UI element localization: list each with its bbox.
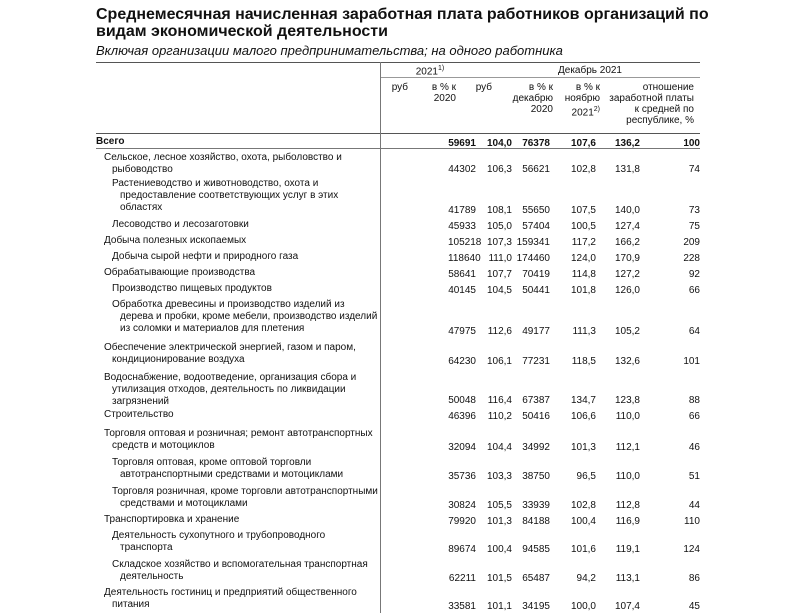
row-value: 102,8 (570, 500, 596, 511)
row-value: 100,5 (570, 221, 596, 232)
row-value: 110,0 (615, 411, 640, 422)
row-value: 124,0 (570, 253, 596, 264)
row-value: 166,2 (614, 237, 640, 248)
row-value: 84188 (522, 516, 550, 527)
row-value: 101,3 (570, 442, 596, 453)
row-value: 34195 (522, 601, 550, 612)
header-bottom-rule (96, 133, 700, 134)
row-value: 114,8 (571, 269, 596, 280)
row-value: 101,1 (486, 601, 512, 612)
row-value: 101,8 (570, 285, 596, 296)
page-title: Среднемесячная начисленная заработная плата работников организаций по видам экономической деятельности (96, 6, 709, 40)
row-label: Добыча полезных ископаемых (104, 235, 247, 246)
row-value: 119,1 (615, 544, 640, 555)
row-value: 40145 (448, 285, 476, 296)
table-row (96, 587, 700, 613)
row-value: 118640 (448, 253, 481, 264)
row-value: 101,5 (486, 573, 512, 584)
row-value: 77231 (522, 356, 550, 367)
row-value: 50048 (448, 395, 476, 406)
row-value: 50416 (522, 411, 550, 422)
row-value: 100 (683, 138, 700, 149)
row-value: 51 (688, 471, 700, 482)
row-value: 112,6 (487, 326, 512, 337)
row-value: 46396 (448, 411, 476, 422)
row-value: 127,2 (614, 269, 640, 280)
row-label: Лесоводство и лесозаготовки (112, 219, 249, 230)
row-label: Строительство (104, 409, 174, 420)
table-row (96, 251, 700, 265)
row-value: 66 (688, 285, 700, 296)
row-value: 134,7 (570, 395, 596, 406)
row-value: 56621 (522, 164, 550, 175)
row-value: 33581 (448, 601, 476, 612)
header-col-pct-dec2020: в % к декабрю 2020 (512, 82, 553, 115)
row-value: 110,0 (615, 471, 640, 482)
row-value: 110 (684, 516, 700, 527)
row-value: 45933 (448, 221, 476, 232)
row-value: 46 (688, 442, 700, 453)
row-value: 112,1 (615, 442, 640, 453)
row-value: 44302 (448, 164, 476, 175)
row-value: 101,6 (570, 544, 596, 555)
table-row (96, 372, 700, 407)
row-value: 41789 (448, 205, 476, 216)
row-value: 104,0 (486, 138, 512, 149)
row-value: 113,1 (615, 573, 640, 584)
row-value: 106,1 (486, 356, 512, 367)
table-row (96, 235, 700, 249)
row-label: Складское хозяйство и вспомогательная транспортная деятельность (112, 559, 368, 582)
table-row (96, 486, 700, 512)
row-value: 111,0 (488, 253, 512, 264)
row-value: 70419 (522, 269, 550, 280)
row-value: 67387 (522, 395, 550, 406)
header-col-rub-2021: руб (391, 82, 408, 93)
row-label: Всего (96, 136, 125, 147)
row-label: Растениеводство и животноводство, охота и предоставление соответствующих услуг в этих областях (112, 178, 339, 213)
row-value: 117,2 (571, 237, 596, 248)
table-row (96, 136, 700, 150)
table-row (96, 342, 700, 368)
table-row (96, 530, 700, 556)
row-value: 79920 (448, 516, 476, 527)
row-value: 55650 (522, 205, 550, 216)
row-label: Сельское, лесное хозяйство, охота, рыболовство и рыбоводство (104, 152, 342, 175)
row-value: 44 (688, 500, 700, 511)
row-value: 118,5 (571, 356, 596, 367)
row-value: 34992 (522, 442, 550, 453)
table-row (96, 428, 700, 454)
table-top-rule (96, 62, 700, 63)
table-row (96, 152, 700, 176)
row-value: 112,8 (615, 500, 640, 511)
row-value: 88 (688, 395, 700, 406)
row-value: 100,4 (570, 516, 596, 527)
row-value: 47975 (448, 326, 476, 337)
row-value: 116,9 (615, 516, 640, 527)
row-value: 170,9 (614, 253, 640, 264)
row-value: 105,2 (614, 326, 640, 337)
row-label: Торговля оптовая и розничная; ремонт автотранспортных средств и мотоциклов (104, 428, 373, 451)
row-label: Торговля оптовая, кроме оптовой торговли автотранспортными средствами и мотоциклами (112, 457, 344, 480)
row-value: 136,2 (614, 138, 640, 149)
row-value: 106,6 (570, 411, 596, 422)
table-row (96, 559, 700, 585)
header-col-ratio: отношение заработной платы к средней по республике, % (609, 82, 694, 126)
row-value: 106,3 (486, 164, 512, 175)
row-value: 66 (688, 411, 700, 422)
row-value: 104,5 (486, 285, 512, 296)
row-value: 209 (683, 237, 700, 248)
row-label: Обеспечение электрической энергией, газом и паром, кондиционирование воздуха (104, 342, 356, 365)
header-col-pct-2020: в % к 2020 (431, 82, 456, 104)
row-value: 57404 (522, 221, 550, 232)
row-value: 89674 (448, 544, 476, 555)
header-group-december: Декабрь 2021 (557, 65, 622, 76)
row-value: 127,4 (614, 221, 640, 232)
row-value: 123,8 (614, 395, 640, 406)
row-value: 38750 (522, 471, 550, 482)
row-value: 59691 (448, 138, 476, 149)
row-value: 92 (688, 269, 700, 280)
row-value: 174460 (516, 253, 550, 264)
row-value: 110,2 (487, 411, 512, 422)
row-label: Добыча сырой нефти и природного газа (112, 251, 299, 262)
row-value: 74 (688, 164, 700, 175)
row-value: 159341 (516, 237, 550, 248)
row-value: 107,6 (570, 138, 596, 149)
row-label: Обрабатывающие производства (104, 267, 256, 278)
row-value: 94585 (522, 544, 550, 555)
row-label: Деятельность гостиниц и предприятий общественного питания (104, 587, 357, 610)
table-row (96, 409, 700, 423)
row-value: 111,3 (572, 326, 596, 337)
row-value: 104,4 (486, 442, 512, 453)
row-value: 126,0 (614, 285, 640, 296)
table-row (96, 299, 700, 338)
row-label: Торговля розничная, кроме торговли автотранспортными средствами и мотоциклами (112, 486, 378, 509)
row-value: 30824 (448, 500, 476, 511)
row-value: 65487 (522, 573, 550, 584)
table-row (96, 178, 700, 217)
table-row (96, 457, 700, 483)
header-col-pct-nov2021: в % к ноябрю 2021$^{2)}$ (564, 82, 600, 119)
row-value: 102,8 (570, 164, 596, 175)
header-col-rub-dec: руб (475, 82, 492, 93)
row-value: 64230 (448, 356, 476, 367)
table-row (96, 514, 700, 528)
row-value: 108,1 (486, 205, 512, 216)
row-value: 33939 (522, 500, 550, 511)
row-value: 131,8 (614, 164, 640, 175)
table-row (96, 267, 700, 281)
row-value: 107,7 (486, 269, 512, 280)
row-value: 62211 (448, 573, 476, 584)
row-value: 107,3 (486, 237, 512, 248)
row-value: 32094 (448, 442, 476, 453)
row-value: 107,4 (614, 601, 640, 612)
row-value: 45 (688, 601, 700, 612)
row-value: 124 (683, 544, 700, 555)
row-value: 50441 (522, 285, 550, 296)
row-value: 94,2 (576, 573, 596, 584)
row-value: 107,5 (570, 205, 596, 216)
row-label: Обработка древесины и производство изделий из дерева и пробки, кроме мебели, производство изделий из соломки и материалов для плетения (112, 299, 378, 334)
row-value: 86 (688, 573, 700, 584)
row-value: 73 (688, 205, 700, 216)
table-row (96, 283, 700, 297)
row-value: 76378 (522, 138, 550, 149)
row-value: 140,0 (614, 205, 640, 216)
row-value: 100,4 (486, 544, 512, 555)
table-row (96, 219, 700, 233)
row-value: 101 (683, 356, 700, 367)
row-value: 105,5 (486, 500, 512, 511)
row-label: Деятельность сухопутного и трубопроводного транспорта (112, 530, 326, 553)
row-value: 75 (688, 221, 700, 232)
row-label: Производство пищевых продуктов (112, 283, 272, 294)
row-value: 96,5 (576, 471, 596, 482)
row-value: 100,0 (570, 601, 596, 612)
row-value: 228 (683, 253, 700, 264)
row-label: Транспортировка и хранение (104, 514, 240, 525)
row-value: 58641 (448, 269, 476, 280)
row-value: 49177 (522, 326, 550, 337)
page-subtitle: Включая организации малого предпринимательства; на одного работника (96, 43, 563, 58)
row-value: 64 (688, 326, 700, 337)
row-value: 101,3 (486, 516, 512, 527)
row-value: 105,0 (486, 221, 512, 232)
row-value: 116,4 (487, 395, 512, 406)
row-label: Водоснабжение, водоотведение, организация сбора и утилизация отходов, деятельность по ликвидации загрязнений (104, 372, 357, 407)
row-value: 132,6 (614, 356, 640, 367)
row-value: 105218 (448, 237, 482, 248)
row-value: 103,3 (486, 471, 512, 482)
header-group-2021: 2021$^{1)}$ (415, 65, 445, 78)
row-value: 35736 (448, 471, 476, 482)
